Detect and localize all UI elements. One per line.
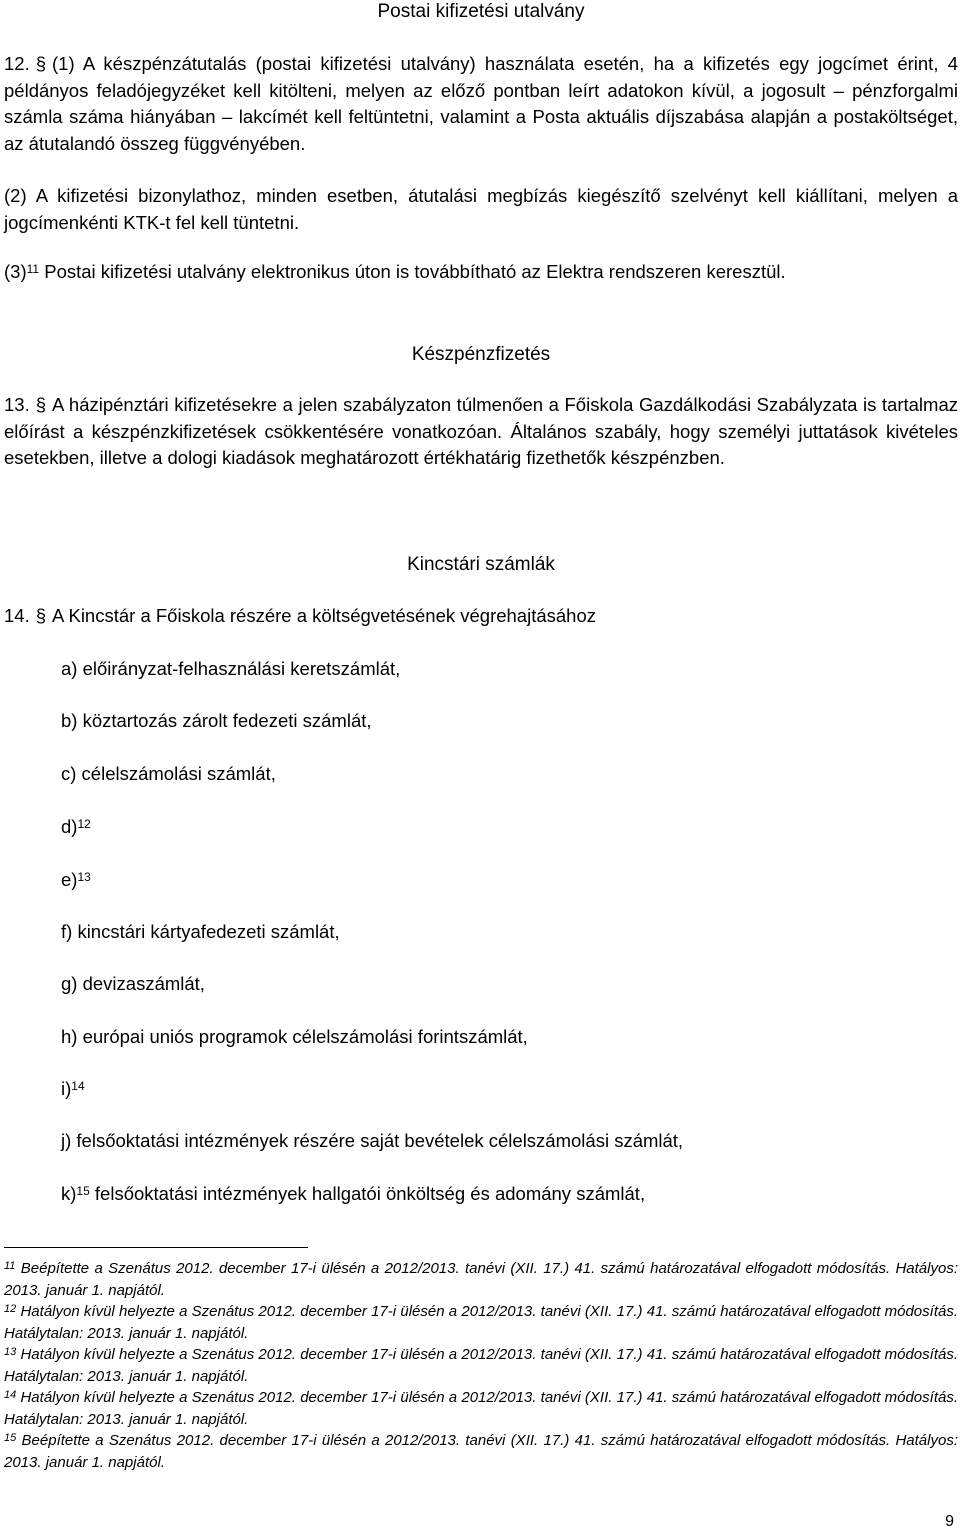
list-item-g: g) devizaszámlát, <box>61 973 205 994</box>
heading-cash-payment: Készpénzfizetés <box>411 344 551 365</box>
list-item-k <box>61 1181 941 1207</box>
section-number: 12. <box>4 53 30 74</box>
list-item-j: j) felsőoktatási intézmények részére saját bevételek célelszámolási számlát, <box>61 1130 684 1151</box>
item-label: k) <box>61 1183 77 1204</box>
footnote-ref-14[interactable]: 14 <box>71 1079 85 1093</box>
section-14-paragraph <box>4 603 958 630</box>
footnote-separator <box>4 1247 308 1248</box>
section-number: 13. <box>4 394 30 415</box>
heading-treasury-accounts: Kincstári számlák <box>407 554 555 575</box>
paragraph-sign: § <box>35 53 47 74</box>
footnote-15 <box>4 1430 958 1473</box>
footnote-number: 11 <box>4 1260 16 1272</box>
list-item-b: b) köztartozás zárolt fedezeti számlát, <box>61 710 372 731</box>
footnote-number: 12 <box>4 1303 17 1315</box>
footnote-number: 15 <box>4 1432 17 1444</box>
paragraph-sign: § <box>35 394 47 415</box>
footnote-12 <box>4 1301 958 1344</box>
paragraph-text: A Kincstár a Főiskola részére a költségvetésének végrehajtásához <box>52 605 597 626</box>
footnote-ref-11[interactable]: 11 <box>26 262 40 276</box>
list-item-e <box>61 867 941 893</box>
list-item-f: f) kincstári kártyafedezeti számlát, <box>61 921 340 942</box>
item-text: felsőoktatási intézmények hallgatói önköltség és adomány számlát, <box>89 1183 646 1204</box>
footnote-text: Beépítette a Szenátus 2012. december 17-i ülésén a 2012/2013. tanévi (XII. 17.) 41. számú határozatával elfogadott módosítás. Hatályos: 2013. január 1. napjától. <box>4 1432 958 1471</box>
paragraph-prefix: (3) <box>4 261 27 282</box>
paragraph-text: (1) A készpénzátutalás (postai kifizetési utalvány) használata esetén, ha a kifizetés egy jogcímet érint, 4 példányos feladójegyzéket kell kitölteni, melyen az előző pontban leírt adatokon kívül, a jogosult – pénzforgalmi számla száma hiányában – lakcímét kell feltüntetni, valamint a Posta aktuális díjszabása alapján a postaköltséget, az átutalandó összeg függvényében. <box>4 53 958 154</box>
page-number: 9 <box>945 1513 954 1530</box>
footnote-text: Hatályon kívül helyezte a Szenátus 2012. december 17-i ülésén a 2012/2013. tanévi (XII. 17.) 41. számú határozatával elfogadott módosítás. Hatálytalan: 2013. január 1. napjától. <box>4 1389 958 1428</box>
list-item-i <box>61 1076 941 1102</box>
section-12-paragraph-3 <box>4 259 958 286</box>
list-item-c: c) célelszámolási számlát, <box>61 763 276 784</box>
footnote-13 <box>4 1344 958 1387</box>
footnote-ref-15[interactable]: 15 <box>76 1184 90 1198</box>
item-label: i) <box>61 1078 72 1099</box>
footnote-text: Beépítette a Szenátus 2012. december 17-i ülésén a 2012/2013. tanévi (XII. 17.) 41. számú határozatával elfogadott módosítás. Hatályos: 2013. január 1. napjától. <box>4 1260 958 1299</box>
section-number: 14. <box>4 605 30 626</box>
footnote-14 <box>4 1387 958 1430</box>
footnote-11 <box>4 1258 958 1301</box>
item-label: d) <box>61 816 78 837</box>
section-12-paragraph-1 <box>4 51 958 157</box>
paragraph-text: Postai kifizetési utalvány elektronikus úton is továbbítható az Elektra rendszeren keresztül. <box>39 261 786 282</box>
section-title: Postai kifizetési utalvány <box>377 1 585 22</box>
list-item-d <box>61 814 941 840</box>
footnote-text: Hatályon kívül helyezte a Szenátus 2012. december 17-i ülésén a 2012/2013. tanévi (XII. 17.) 41. számú határozatával elfogadott módosítás. Hatálytalan: 2013. január 1. napjától. <box>4 1303 958 1342</box>
footnote-number: 14 <box>4 1389 17 1401</box>
footnote-ref-12[interactable]: 12 <box>77 817 91 831</box>
item-label: e) <box>61 869 78 890</box>
section-12-paragraph-2: (2) A kifizetési bizonylathoz, minden esetben, átutalási megbízás kiegészítő szelvényt kell kiállítani, melyen a jogcímenkénti KTK-t fel kell tüntetni. <box>4 185 958 233</box>
list-item-h: h) európai uniós programok célelszámolási forintszámlát, <box>61 1026 528 1047</box>
footnote-number: 13 <box>4 1346 17 1358</box>
footnotes <box>4 1258 958 1473</box>
section-13-paragraph <box>4 392 958 472</box>
footnote-ref-13[interactable]: 13 <box>77 870 91 884</box>
paragraph-sign: § <box>35 605 47 626</box>
list-item-a: a) előirányzat-felhasználási keretszámlát, <box>61 658 401 679</box>
footnote-text: Hatályon kívül helyezte a Szenátus 2012. december 17-i ülésén a 2012/2013. tanévi (XII. 17.) 41. számú határozatával elfogadott módosítás. Hatálytalan: 2013. január 1. napjától. <box>4 1346 958 1385</box>
paragraph-text: A házipénztári kifizetésekre a jelen szabályzaton túlmenően a Főiskola Gazdálkodási Szabályzata is tartalmaz előírást a készpénzkifizetések csökkentésére vonatkozóan. Általános szabály, hogy személyi juttatások kivételes esetekben, illetve a dologi kiadások meghatározott értékhatárig fizethetők készpénzben. <box>4 394 958 468</box>
